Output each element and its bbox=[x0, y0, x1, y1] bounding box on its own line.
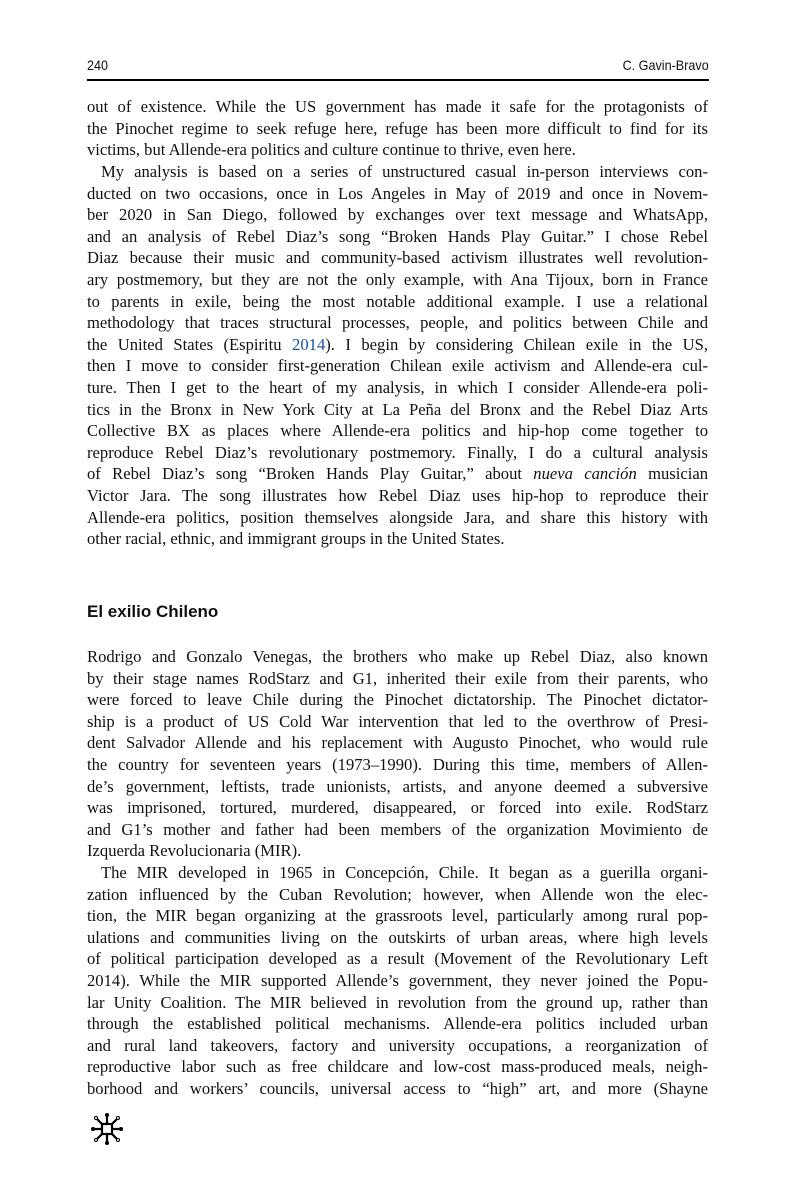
text-line: ture. Then I get to the heart of my analysis, in which I consider Allende-era poli- bbox=[87, 377, 708, 397]
text-line: The MIR developed in 1965 in Concepción, Chile. It began as a guerilla organi- bbox=[101, 863, 708, 882]
text-line: ulations and communities living on the outskirts of urban areas, where high levels bbox=[87, 927, 708, 947]
text-line: of political participation developed as a result (Movement of the Revolutionary Left bbox=[87, 949, 708, 969]
text-line bbox=[87, 334, 708, 356]
text-line: zation influenced by the Cuban Revolution; however, when Allende won the elec- bbox=[87, 884, 708, 904]
text-line: other racial, ethnic, and immigrant groups in the United States. bbox=[87, 529, 505, 549]
text-line: through the established political mechanisms. Allende-era politics included urban bbox=[87, 1014, 708, 1034]
section-heading: El exilio Chileno bbox=[87, 602, 219, 621]
text-line: Allende-era politics, position themselves alongside Jara, and share this history with bbox=[87, 507, 708, 527]
paragraph bbox=[87, 161, 708, 550]
text-line: victims, but Allende-era politics and culture continue to thrive, even here. bbox=[87, 140, 576, 160]
text-line: reproductive labor such as free childcare and low-cost mass-produced meals, neigh- bbox=[87, 1057, 708, 1077]
text-segment: musician bbox=[636, 464, 708, 484]
text-line: out of existence. While the US government has made it safe for the protagonists of bbox=[87, 97, 708, 116]
text-line: Victor Jara. The song illustrates how Rebel Diaz uses hip-hop to reproduce their bbox=[87, 485, 708, 505]
text-line: borhood and workers’ councils, universal access to “high” art, and more (Shayne bbox=[87, 1078, 708, 1098]
text-line: Collective BX as places where Allende-era politics and hip-hop come together to bbox=[87, 421, 708, 441]
text-line: de’s government, leftists, trade unionists, artists, and anyone deemed a subversive bbox=[87, 776, 708, 796]
text-line: and an analysis of Rebel Diaz’s song “Broken Hands Play Guitar.” I chose Rebel bbox=[87, 226, 708, 246]
text-segment: the United States (Espiritu bbox=[87, 334, 293, 354]
citation-link[interactable]: 2014 bbox=[292, 334, 326, 354]
text-line: ber 2020 in San Diego, followed by exchanges over text message and WhatsApp, bbox=[87, 205, 708, 225]
page-number: 240 bbox=[87, 57, 109, 73]
text-line: Diaz because their music and community-based activism illustrates well revolution- bbox=[87, 248, 708, 268]
paragraph bbox=[87, 646, 708, 862]
text-line: 2014). While the MIR supported Allende’s government, they never joined the Popu- bbox=[87, 970, 708, 990]
text-line: then I move to consider first-generation Chilean exile activism and Allende-era cul- bbox=[87, 356, 708, 376]
text-line: and rural land takeovers, factory and university occupations, a reorganization of bbox=[87, 1035, 708, 1055]
text-line: ship is a product of US Cold War intervention that led to the overthrow of Presi- bbox=[87, 711, 708, 731]
italic-term: nueva canción bbox=[533, 464, 637, 484]
text-line: Rodrigo and Gonzalo Venegas, the brothers who make up Rebel Diaz, also known bbox=[87, 647, 708, 666]
text-line bbox=[87, 463, 708, 485]
text-line: Izquerda Revolucionaria (MIR). bbox=[87, 841, 302, 861]
text-line: dent Salvador Allende and his replacement with Augusto Pinochet, who would rule bbox=[87, 733, 708, 753]
text-segment: ). I begin by considering Chilean exile in the US, bbox=[325, 334, 708, 354]
text-line: methodology that traces structural processes, people, and politics between Chile and bbox=[87, 313, 708, 333]
text-line: reproduce Rebel Diaz’s revolutionary postmemory. Finally, I do a cultural analysis bbox=[87, 442, 708, 462]
text-line: My analysis is based on a series of unstructured casual in-person interviews con- bbox=[101, 162, 708, 181]
running-header bbox=[87, 57, 709, 73]
text-segment: of Rebel Diaz’s song “Broken Hands Play Guitar,” about bbox=[87, 464, 534, 484]
text-line: tics in the Bronx in New York City at La Peña del Bronx and the Rebel Diaz Arts bbox=[87, 399, 708, 419]
text-line: and G1’s mother and father had been members of the organization Movimiento de bbox=[87, 819, 708, 839]
text-line: was imprisoned, tortured, murdered, disappeared, or forced into exile. RodStarz bbox=[87, 798, 708, 818]
text-line: lar Unity Coalition. The MIR believed in revolution from the ground up, rather than bbox=[87, 992, 708, 1012]
text-line: tion, the MIR began organizing at the grassroots level, particularly among rural pop- bbox=[87, 906, 708, 926]
text-line: ary postmemory, but they are not the only example, with Ana Tijoux, born in France bbox=[87, 269, 708, 289]
running-author: C. Gavin-Bravo bbox=[622, 57, 709, 73]
text-line: the country for seventeen years (1973–1990). During this time, members of Allen- bbox=[87, 754, 708, 774]
text-line: by their stage names RodStarz and G1, inherited their exile from their parents, who bbox=[87, 668, 708, 688]
text-line: were forced to leave Chile during the Pinochet dictatorship. The Pinochet dictator- bbox=[87, 690, 708, 710]
springer-logo-icon bbox=[90, 1112, 124, 1146]
header-rule bbox=[87, 79, 709, 81]
text-line: ducted on two occasions, once in Los Angeles in May of 2019 and once in Novem- bbox=[87, 183, 708, 203]
text-line: the Pinochet regime to seek refuge here, refuge has been more difficult to find for its bbox=[87, 118, 708, 138]
paragraph bbox=[87, 862, 708, 1100]
paragraph bbox=[87, 96, 708, 161]
text-line: to parents in exile, being the most notable additional example. I use a relational bbox=[87, 291, 708, 311]
